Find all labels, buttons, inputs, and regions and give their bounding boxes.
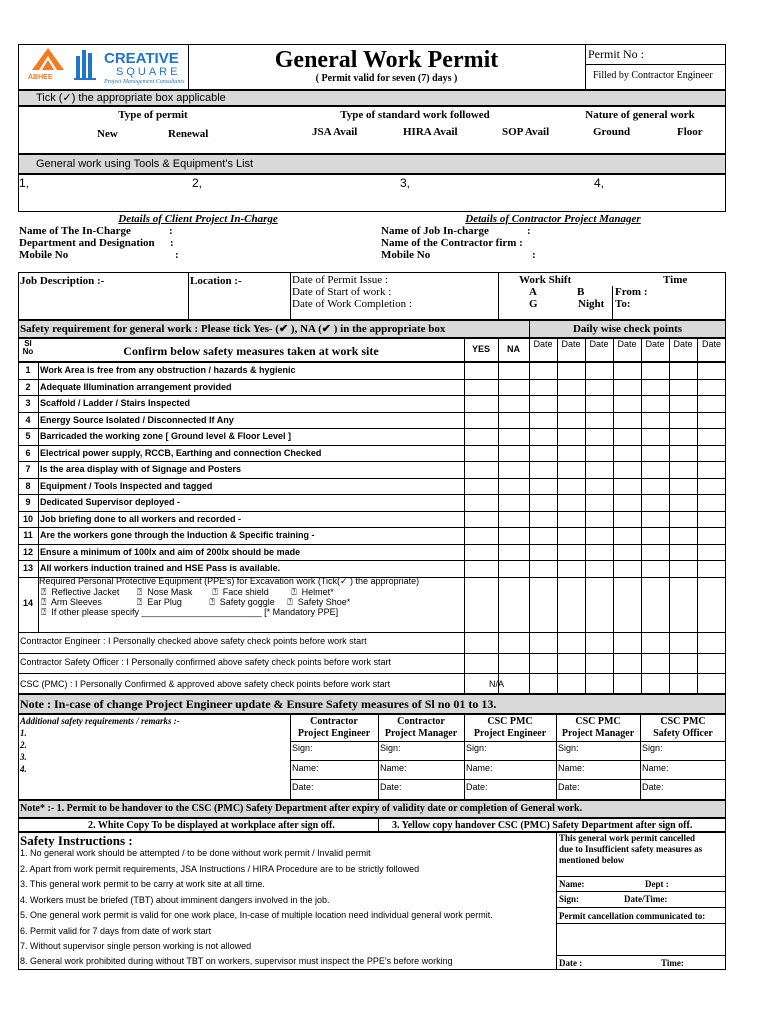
instruction-item: 4. Workers must be briefed (TBT) about imminent dangers involved in the job. <box>20 895 330 905</box>
contractor-mobile-label: Mobile No <box>381 249 431 261</box>
permit-type-renewal[interactable]: Renewal <box>168 128 209 140</box>
signature-sign-field[interactable]: Sign: <box>642 743 663 753</box>
permit-validity: ( Permit valid for seven (7) days ) <box>315 73 458 84</box>
signature-date-field[interactable]: Date: <box>380 782 402 792</box>
row-14-number: 14 <box>22 598 33 608</box>
shift-a[interactable]: A <box>529 286 537 298</box>
client-name-colon: : <box>169 225 173 237</box>
safety-item: Electrical power supply, RCCB, Earthing and connection Checked <box>40 448 322 458</box>
signature-date-field[interactable]: Date: <box>558 782 580 792</box>
instruction-item: 3. This general work permit to be carry at work site at all time. <box>20 879 265 889</box>
safety-item: Are the workers gone through the Induction & Specific training - <box>40 530 315 540</box>
additional-item-2[interactable]: 2. <box>20 740 27 750</box>
cancel-line-1: This general work permit cancelled <box>559 833 695 843</box>
handover-note-1: Note* :- 1. Permit to be handover to the CSC (PMC) Safety Department after expiry of validity date or completion of General work. <box>20 803 583 814</box>
nature-ground[interactable]: Ground <box>593 126 631 138</box>
logo-square: SQUARE <box>116 66 181 78</box>
additional-heading: Additional safety requirements / remarks :- <box>20 716 180 726</box>
date-column-header: Date <box>561 339 581 349</box>
instructions-heading: Safety Instructions : <box>20 833 133 848</box>
logo-abhee: ABHEE <box>28 74 53 81</box>
client-heading: Details of Client Project In-Charge <box>118 213 278 225</box>
signature-col-title: CSC PMC <box>487 716 533 727</box>
safety-item: Barricaded the working zone [ Ground level & Floor Level ] <box>40 431 292 441</box>
tool-item-1[interactable]: 1, <box>19 176 30 190</box>
nature-floor[interactable]: Floor <box>677 126 703 138</box>
cancel-dept[interactable]: Dept : <box>645 879 669 889</box>
hira-avail[interactable]: HIRA Avail <box>403 126 458 138</box>
cancel-communicated[interactable]: Permit cancellation communicated to: <box>559 911 706 921</box>
row-number: 10 <box>22 514 33 524</box>
permit-no-label[interactable]: Permit No : <box>588 47 644 61</box>
cancel-sign[interactable]: Sign: <box>559 894 580 904</box>
safety-item: Equipment / Tools Inspected and tagged <box>40 481 213 491</box>
client-dept-colon: : <box>170 237 174 249</box>
time-from[interactable]: From : <box>615 286 648 298</box>
filled-by-label: Filled by Contractor Engineer <box>593 70 713 81</box>
signature-col-title: CSC PMC <box>575 716 621 727</box>
signature-name-field[interactable]: Name: <box>466 763 493 773</box>
safety-item: Adequate Illumination arrangement provided <box>40 382 232 392</box>
date-column-header: Date <box>673 339 693 349</box>
handover-note-2: 2. White Copy To be displayed at workplace after sign off. <box>88 820 335 831</box>
row-number: 11 <box>23 530 33 540</box>
contractor-mobile-colon: : <box>532 249 536 261</box>
row-number: 13 <box>22 563 33 573</box>
row-number: 8 <box>25 481 31 491</box>
signature-name-field[interactable]: Name: <box>292 763 319 773</box>
ppe-line-3[interactable]: ⍰ Arm Sleeves ⍰ Ear Plug ⍰ Safety goggle ⍰ Safety Shoe* <box>41 597 351 607</box>
cancel-date[interactable]: Date : <box>559 958 583 968</box>
client-dept-label: Department and Designation <box>19 237 155 249</box>
ppe-line-4[interactable]: ⍰ If other please specify ________________________ [* Mandatory PPE] <box>41 607 339 617</box>
handover-note-3: 3. Yellow copy handover CSC (PMC) Safety Department after sign off. <box>392 820 693 831</box>
company-logo <box>22 46 187 88</box>
row-number: 3 <box>25 398 31 408</box>
ppe-line-2[interactable]: ⍰ Reflective Jacket ⍰ Nose Mask ⍰ Face shield ⍰ Helmet* <box>41 587 334 597</box>
yes-heading: YES <box>471 344 490 354</box>
date-issue-label[interactable]: Date of Permit Issue : <box>292 274 388 286</box>
client-name-label: Name of The In-Charge <box>19 225 131 237</box>
client-mobile-colon: : <box>175 249 179 261</box>
time-heading: Time <box>663 274 688 286</box>
date-column-header: Date <box>589 339 609 349</box>
page-title: General Work Permit <box>274 47 499 73</box>
instruction-item: 1. No general work should be attempted / to be done without work permit / Invalid permit <box>20 848 371 858</box>
instruction-item: 8. General work prohibited during without TBT on workers, supervisor must inspect the PPE's before working <box>20 956 453 966</box>
location-label[interactable]: Location :- <box>190 275 242 287</box>
permit-type-heading: Type of permit <box>118 109 188 121</box>
tool-item-2[interactable]: 2, <box>192 176 203 190</box>
instruction-item: 6. Permit valid for 7 days from date of work start <box>20 926 212 936</box>
signature-col-title: Contractor <box>310 716 358 727</box>
date-completion-label[interactable]: Date of Work Completion : <box>292 298 412 310</box>
tools-heading: General work using Tools & Equipment's List <box>36 158 254 170</box>
declaration-contractor-safety[interactable]: Contractor Safety Officer : I Personally confirmed above safety check points before work start <box>20 657 391 667</box>
daily-check-heading: Daily wise check points <box>572 323 683 335</box>
instruction-item: 2. Apart from work permit requirements, JSA Instructions / HIRA Procedure are to be strictly followed <box>20 864 420 874</box>
signature-col-subtitle: Project Engineer <box>473 728 547 739</box>
safety-item: Work Area is free from any obstruction / hazards & hygienic <box>40 365 296 375</box>
signature-sign-field[interactable]: Sign: <box>466 743 487 753</box>
job-description-label[interactable]: Job Description :- <box>20 275 105 287</box>
confirm-heading: Confirm below safety measures taken at work site <box>123 344 379 358</box>
signature-col-title: CSC PMC <box>660 716 706 727</box>
date-column-header: Date <box>701 339 721 349</box>
date-column-header: Date <box>617 339 637 349</box>
signature-date-field[interactable]: Date: <box>466 782 488 792</box>
row-number: 1 <box>25 365 31 375</box>
contractor-name-colon: : <box>527 225 531 237</box>
additional-item-4[interactable]: 4. <box>20 764 27 774</box>
signature-sign-field[interactable]: Sign: <box>292 743 313 753</box>
standard-work-heading: Type of standard work followed <box>340 109 490 121</box>
note-text: Note : In-case of change Project Engineer update & Ensure Safety measures of Sl no 01 to 13. <box>20 697 497 711</box>
cancel-line-3: mentioned below <box>559 855 625 865</box>
permit-type-new[interactable]: New <box>97 128 118 140</box>
declaration-csc-pmc[interactable]: CSC (PMC) : I Personally Confirmed & approved above safety check points before work start <box>20 679 391 689</box>
additional-item-3[interactable]: 3. <box>20 752 27 762</box>
additional-item-1[interactable]: 1. <box>20 728 27 738</box>
safety-requirement: Safety requirement for general work : Please tick Yes- (✔ ), NA (✔ ) in the appropriate box <box>20 323 446 335</box>
signature-date-field[interactable]: Date: <box>642 782 664 792</box>
safety-item: All workers induction trained and HSE Pass is available. <box>40 563 281 573</box>
shift-g[interactable]: G <box>529 298 538 310</box>
logo-tagline: Project Management Consultants <box>104 79 185 85</box>
work-shift-heading: Work Shift <box>519 274 572 286</box>
tool-item-4[interactable]: 4, <box>594 176 605 190</box>
cancel-time[interactable]: Time: <box>661 958 684 968</box>
safety-item: Ensure a minimum of 100lx and aim of 200lx should be made <box>40 547 301 557</box>
tick-instruction: Tick (✓) the appropriate box applicable <box>36 92 226 104</box>
contractor-name-label: Name of Job In-charge <box>381 225 489 237</box>
nature-heading: Nature of general work <box>585 109 695 121</box>
cancel-line-2: due to Insufficient safety measures as <box>559 844 703 854</box>
signature-col-subtitle: Safety Officer <box>653 728 713 739</box>
signature-col-subtitle: Project Manager <box>561 728 635 739</box>
row-number: 9 <box>25 497 31 507</box>
instruction-item: 7. Without supervisor single person working is not allowed <box>20 941 252 951</box>
safety-item: Is the area display with of Signage and Posters <box>40 464 242 474</box>
safety-item: Job briefing done to all workers and recorded - <box>40 514 242 524</box>
shift-b[interactable]: B <box>577 286 585 298</box>
signature-col-subtitle: Project Engineer <box>297 728 371 739</box>
row-number: 6 <box>25 448 31 458</box>
safety-item: Scaffold / Ladder / Stairs Inspected <box>40 398 191 408</box>
row-number: 4 <box>25 415 31 425</box>
row-number: 12 <box>22 547 33 557</box>
date-column-header: Date <box>533 339 553 349</box>
cancel-name[interactable]: Name: <box>559 879 585 889</box>
na-heading: NA <box>507 344 520 354</box>
signature-sign-field[interactable]: Sign: <box>380 743 401 753</box>
signature-col-subtitle: Project Manager <box>384 728 458 739</box>
contractor-firm-label: Name of the Contractor firm : <box>381 237 523 249</box>
signature-name-field[interactable]: Name: <box>380 763 407 773</box>
ppe-line-1: Required Personal Protective Equipment (PPE's) for Excavation work (Tick(✓ ) the appropriate) <box>39 576 420 586</box>
cancel-datetime[interactable]: Date/Time: <box>624 894 668 904</box>
jsa-avail[interactable]: JSA Avail <box>312 126 358 138</box>
instruction-item: 5. One general work permit is valid for one work place, In-case of multiple location need individual general work permit. <box>20 910 493 920</box>
building-icon <box>74 48 98 80</box>
na-value: N/A <box>488 679 504 689</box>
contractor-heading: Details of Contractor Project Manager <box>465 213 641 225</box>
client-mobile-label: Mobile No <box>19 249 69 261</box>
date-start-label[interactable]: Date of Start of work : <box>292 286 392 298</box>
signature-name-field[interactable]: Name: <box>642 763 669 773</box>
tool-item-3[interactable]: 3, <box>400 176 411 190</box>
safety-item: Dedicated Supervisor deployed - <box>40 497 181 507</box>
signature-name-field[interactable]: Name: <box>558 763 585 773</box>
shift-night[interactable]: Night <box>578 298 605 310</box>
row-number: 7 <box>25 464 31 474</box>
logo-creative: CREATIVE <box>104 50 179 67</box>
time-to[interactable]: To: <box>615 298 631 310</box>
row-number: 2 <box>25 382 31 392</box>
sop-avail[interactable]: SOP Avail <box>502 126 550 138</box>
declaration-contractor-engineer[interactable]: Contractor Engineer : I Personally checked above safety check points before work start <box>20 636 367 646</box>
signature-sign-field[interactable]: Sign: <box>558 743 579 753</box>
signature-col-title: Contractor <box>397 716 445 727</box>
date-column-header: Date <box>645 339 665 349</box>
signature-date-field[interactable]: Date: <box>292 782 314 792</box>
row-number: 5 <box>25 431 31 441</box>
safety-item: Energy Source Isolated / Disconnected If Any <box>40 415 234 425</box>
sl-heading: Sl <box>24 339 32 348</box>
no-heading: No <box>22 347 34 356</box>
